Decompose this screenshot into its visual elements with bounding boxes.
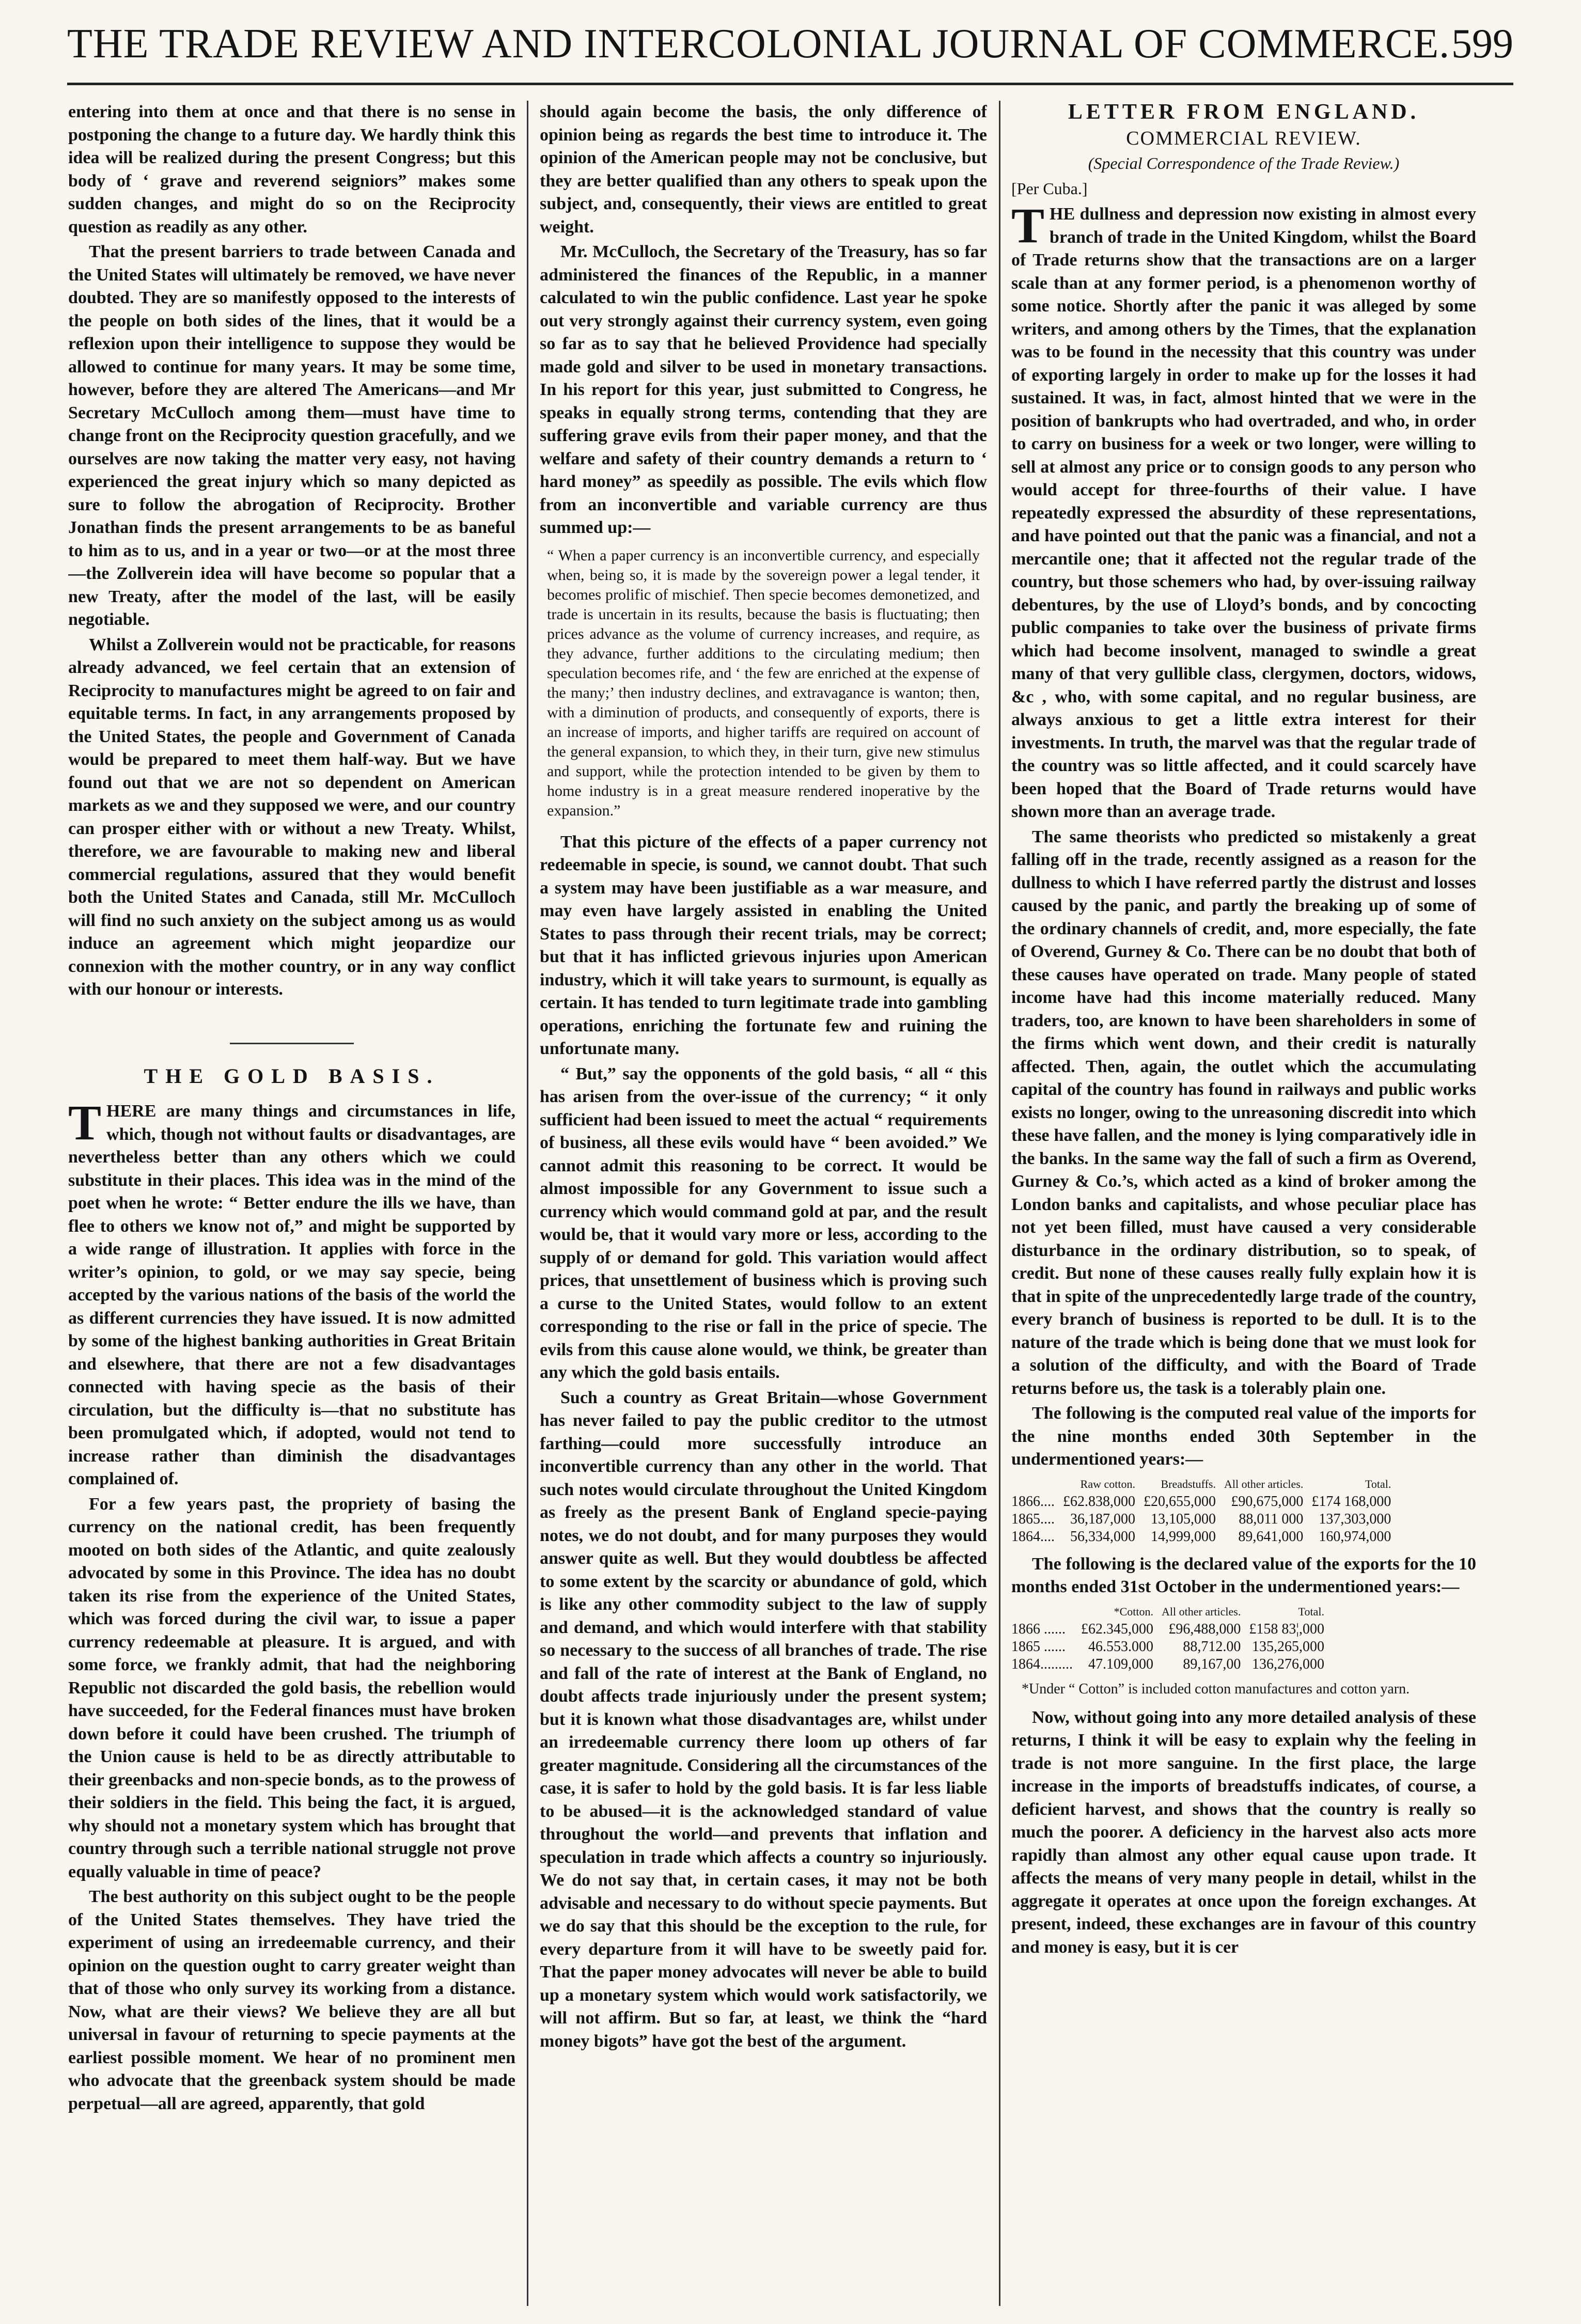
block-quote: “ When a paper currency is an inconvertible currency, and especially when, being so, it is made by the sovereign power a legal tender, it becomes prolific of mischief. Then specie becomes demonetized, and trade is uncertain in its results, because the basis is fluctuating; then prices advance as the volume of currency increases, and require, as they advance, further additions to the circulating medium; then speculation becomes rife, and ‘ the few are enriched at the expense of the many;’ then industry declines, and extravagance is wanton; then, with a diminution of products, and consequently of exports, there is an increase of imports, and higher tariffs are required on account of the general expansion, to which they, in their turn, give new stimulus and support, while the protection intended to be given by them to home industry is in a great measure rendered inoperative by the expansion.” — [547, 546, 980, 819]
imports-table — [1011, 1475, 1395, 1546]
column-divider — [527, 101, 528, 2306]
table-cell: £62.345,000 — [1081, 1621, 1153, 1637]
paragraph: The same theorists who predicted so mistakenly a great falling off in the trade, recently assigned as a reason for the dullness to which I have referred partly the distrust and losses caused by the panic, and partly the breaking up of some of the ordinary channels of credit, and, more especially, the fate of Overend, Gurney & Co. There can be no doubt that both of these causes have operated on trade. Many people of stated income have had this income materially reduced. Many traders, too, are known to have been shareholders in some of the firms which went down, and their credit is naturally affected. Then, again, the outlet which the accumulating capital of the country has found in railways and public works exists no longer, owing to the unreasoning discredit into which these have fallen, and the money is lying comparatively idle in the banks. In the same way the fall of such a firm as Overend, Gurney & Co.’s, which acted as a kind of broker among the London banks and capitalists, and whose peculiar place has not yet been filled, must have caused a very considerable disturbance in the ordinary distribution, so to speak, of credit. But none of these causes really fully explain how it is that in spite of the unprecedentedly large trade of the country, every branch of business is reported to be dull. It is to the nature of the trade which is being done that we must look for a solution of the difficulty, and with the Board of Trade returns before us, the task is a tolerably plain one. — [1011, 827, 1476, 1398]
table-header — [1011, 1603, 1077, 1621]
table-row — [1011, 1621, 1328, 1638]
paragraph: That the present barriers to trade between Canada and the United States will ultimately be removed, we have never doubted. They are so manifestly opposed to the interests of the people on both sides of the lines, that it would be a reflexion upon their intelligence to suppose they would be allowed to continue for many years. It may be some time, however, before they are altered The Americans—and Mr Secretary McCulloch among them—must have time to change front on the Reciprocity question gracefully, and we ourselves are now taking the matter very easy, not having experienced the great injury which so many depicted as sure to follow the abrogation of Reciprocity. Brother Jonathan finds the present arrangements to be as baneful to him as to us, and in a year or two—or at the most three—the Zollverein idea will have become so popular that a new Treaty, after the model of the last, will be easily negotiable. — [68, 242, 515, 629]
table-cell: 47.109,000 — [1088, 1656, 1153, 1672]
table-header: Total. — [1298, 1605, 1324, 1618]
column-1 — [68, 101, 515, 2303]
paragraph: “ But,” say the opponents of the gold basis, “ all “ this has arisen from the over-issue of the currency; “ it only sufficient had been issued to meet the actual “ requirements of business, all these evils would have “ been avoided.” We cannot admit this reasoning to be correct. It would be almost impossible for any Government to issue such a currency which would command gold at par, and the result would be, that it would vary more or less, according to the supply of or demand for gold. This variation would affect prices, that unsettlement of business which is proving such a curse to the United States, would follow to an extent corresponding to the rise or fall in the price of specie. The evils from this cause alone would, we think, be greater than any which the gold basis entails. — [540, 1064, 987, 1382]
table-row — [1011, 1493, 1395, 1511]
paragraph: The following is the computed real value of the imports for the nine months ended 30th September in the undermentioned years:— — [1011, 1404, 1476, 1469]
table-cell: £20,655,000 — [1144, 1493, 1216, 1510]
table-header: Raw cotton. — [1080, 1477, 1135, 1490]
table-cell: 88,011 000 — [1239, 1511, 1304, 1527]
table-header: All other articles. — [1224, 1477, 1304, 1490]
masthead — [67, 0, 1513, 93]
table-cell: 46.553.000 — [1088, 1638, 1153, 1655]
table-cell: 1866 ...... — [1011, 1621, 1066, 1637]
table-header-row — [1011, 1603, 1328, 1621]
article-subtitle: COMMERCIAL REVIEW. — [1126, 127, 1361, 149]
table-cell: 13,105,000 — [1151, 1511, 1216, 1527]
table-cell: 160,974,000 — [1319, 1528, 1391, 1545]
table-cell: 136,276,000 — [1251, 1656, 1324, 1672]
paragraph: Whilst a Zollverein would not be practicable, for reasons already advanced, we feel certain that an extension of Reciprocity to manufactures might be agreed to on fair and equitable terms. In fact, in any arrangements proposed by the United States, the people and Government of Canada would be prepared to meet them half-way. But we have found out that we are not so dependent on American markets as we and they supposed we were, and our country can prosper either with or without a new Treaty. Whilst, therefore, we are favourable to making new and liberal commercial regulations, assured that they would benefit both the United States and Canada, still Mr. McCulloch will find no such anxiety on the subject among us as would induce an agreement which might jeopardize our connexion with the mother country, or in any way conflict with our honour or interests. — [68, 635, 515, 999]
table-cell: £96,488,000 — [1168, 1621, 1241, 1637]
table-header-row — [1011, 1475, 1395, 1493]
paragraph — [68, 1095, 515, 1491]
page-number: 599 — [1451, 21, 1513, 67]
table-row — [1011, 1511, 1395, 1528]
per-note: [Per Cuba.] — [1011, 179, 1088, 198]
table-cell: 56,334,000 — [1070, 1528, 1135, 1545]
column-2 — [540, 101, 987, 2303]
table-cell: 1865 ...... — [1011, 1638, 1066, 1655]
paragraph: Mr. McCulloch, the Secretary of the Treasury, has so far administered the finances of the Republic, in a manner calculated to win the public confidence. Last year he spoke out very strongly against their currency system, even going so far as to say that he believed Providence had specially made gold and silver to be used in monetary transactions. In his report for this year, just submitted to Congress, he speaks in equally strong terms, contending that they are suffering grave evils from their paper money, and that the welfare and safety of their country demands a return to ‘ hard money” as speedily as possible. The evils which flow from an inconvertible and variable currency are thus summed up:— — [540, 242, 987, 537]
column-3 — [1011, 101, 1476, 2303]
table-header: Total. — [1365, 1477, 1391, 1490]
table-cell: 36,187,000 — [1070, 1511, 1135, 1527]
paragraph: entering into them at once and that there is no sense in postponing the change to a future day. We hardly think this idea will be realized during the present Congress; but this body of ‘ grave and reverend seigniors” makes some sudden changes, and might do so on the Reciprocity question as readily as any other. — [68, 102, 515, 237]
table-row — [1011, 1656, 1328, 1673]
table-cell: £62.838,000 — [1063, 1493, 1135, 1510]
table-header — [1011, 1475, 1059, 1493]
table-row — [1011, 1638, 1328, 1656]
column-divider — [999, 101, 1000, 2306]
paragraph-text: HE dullness and depression now existing in almost every branch of trade in the United Kingdom, whilst the Board of Trade returns show that the transactions are on a larger scale than at any former period, is a phenomenon worthy of some notice. Shortly after the panic it was alleged by some writers, and among others by the Times, that the explanation was to be found in the necessity that this country was under of exporting largely in order to make up for the losses it had sustained. It was, in fact, almost hinted that we were in the position of bankrupts who had overtraded, and who, in order to carry on business for a week or two longer, were willing to sell at almost any price or to consign goods to any person who would accept for three-fourths of their value. I have repeatedly expressed the absurdity of these representations, and have pointed out that the panic was a financial, and not a mercantile one; that it affected not the regular trade of the country, but those schemers who had, by over-issuing railway debentures, by the use of Lloyd’s bonds, and by concocting public companies to take over the business of private firms which had become insolvent, managed to swindle a great many of that very gullible class, clergymen, doctors, widows, &c , who, with some capital, and no regular business, are always anxious to get a little extra interest for their investments. In truth, the marvel was that the regular trade of the country was so little affected, and it could scarcely have been hoped that the Board of Trade returns would have shown more than an average trade. — [1011, 205, 1476, 821]
table-cell: 1865.... — [1011, 1511, 1055, 1527]
paragraph: Now, without going into any more detailed analysis of these returns, I think it will be easy to explain why the feeling in trade is not more sanguine. In the first place, the large increase in the imports of breadstuffs indicates, of course, a deficient harvest, and shows that the country is really so much the poorer. A deficiency in the harvest also acts more rapidly than almost any other equal cause upon trade. It affects the means of very many people in detail, whilst in the aggregate it operates at once upon the foreign exchanges. At present, indeed, these exchanges are in favour of this country and money is easy, but it is cer — [1011, 1707, 1476, 1957]
paragraph: The following is the declared value of the exports for the 10 months ended 31st October in the undermentioned years:— — [1011, 1554, 1476, 1596]
paragraph: That this picture of the effects of a paper currency not redeemable in specie, is sound, we cannot doubt. That such a system may have been justifiable as a war measure, and may even have largely assisted in enabling the United States to pass through their recent trials, may be correct; but that it has inflicted grievous injuries upon American industry, which it will take years to surmount, is equally as certain. It has tended to turn legitimate trade into gambling operations, enriching the fortunate few and ruining the unfortunate many. — [540, 832, 987, 1058]
table-cell: 1866.... — [1011, 1493, 1055, 1510]
drop-cap: T — [68, 1095, 102, 1150]
drop-cap: T — [1011, 198, 1045, 253]
table-cell: £174 168,000 — [1311, 1493, 1391, 1510]
paragraph: The best authority on this subject ought to be the people of the United States themselves. They have tried the experiment of using an irredeemable currency, and their opinion on the question ought to carry greater weight than that of those who only survey its working from a distance. Now, what are their views? We believe they are all but universal in favour of returning to specie payments at the earliest possible moment. We hear of no prominent men who advocate that the greenback system should be made perpetual—all are agreed, apparently, that gold — [68, 1887, 515, 2113]
table-cell: 1864.... — [1011, 1528, 1055, 1545]
table-cell: 89,641,000 — [1238, 1528, 1304, 1545]
section-divider — [230, 1043, 354, 1044]
exports-table — [1011, 1603, 1328, 1673]
footnote: *Under “ Cotton” is included cotton manufactures and cotton yarn. — [1022, 1681, 1410, 1697]
table-header: *Cotton. — [1114, 1605, 1153, 1618]
paragraph-text: HERE are many things and circumstances in life, which, though not without faults or disadvantages, are nevertheless better than any others which we could substitute in their places. This idea was in the mind of the poet when he wrote: “ Better endure the ills we have, than flee to others we know not of,” and might be supported by a wide range of illustration. It applies with force in the writer’s opinion, to gold, or we may say specie, being accepted by the various nations of the basis of the world the as different currencies they have issued. It is now admitted by some of the highest banking authorities in Great Britain and elsewhere, that there are not a few disadvantages connected with having specie as the basis of their circulation, but the difficulty is—that no substitute has been promulgated which, if adopted, would not tend to increase rather than diminish the disadvantages complained of. — [68, 1102, 515, 1488]
table-cell: 88,712.00 — [1183, 1638, 1241, 1655]
correspondence-note: (Special Correspondence of the Trade Review.) — [1088, 154, 1400, 172]
table-header: Breadstuffs. — [1161, 1477, 1216, 1490]
table-cell: 14,999,000 — [1151, 1528, 1216, 1545]
table-cell: 137,303,000 — [1319, 1511, 1391, 1527]
article-title-letter-from-england: LETTER FROM ENGLAND. — [1068, 101, 1420, 124]
paragraph: For a few years past, the propriety of basing the currency on the national credit, has been frequently mooted on both sides of the Atlantic, and quite zealously advocated by some in this Province. The idea has no doubt taken its rise from the experience of the United States, which was forced during the civil war, to issue a paper currency redeemable at pleasure. It is argued, and with some force, we frankly admit, that had the neighboring Republic not discarded the gold basis, the rebellion would have succeeded, for the Federal finances must have broken down before it could have been crushed. The triumph of the Union cause is held to be as directly attributable to their greenbacks and non-specie bonds, as to the prowess of their soldiers in the field. This being the fact, it is argued, why should not a monetary system which has brought that country through such a terrible national struggle not prove equally valuable in time of peace? — [68, 1494, 515, 1881]
journal-title: THE TRADE REVIEW AND INTERCOLONIAL JOURNAL OF COMMERCE. — [67, 21, 1450, 67]
header-rule — [67, 83, 1513, 85]
paragraph: should again become the basis, the only difference of opinion being as regards the best time to introduce it. The opinion of the American people may not be conclusive, but they are better qualified than any others to speak upon the subject, and, consequently, their views are entitled to great weight. — [540, 102, 987, 237]
table-cell: 135,265,000 — [1251, 1638, 1324, 1655]
paragraph: Such a country as Great Britain—whose Government has never failed to pay the public creditor to the utmost farthing—could more successfully introduce an inconvertible currency than any other in the world. That such notes would circulate throughout the United Kingdom as freely as the present Bank of England specie-paying notes, we do not doubt, and for many purposes they would answer quite as well. But they would doubtless be affected to some extent by the scarcity or abundance of gold, which is like any other commodity subject to the law of supply and demand, and which would interfere with that stability so necessary to the success of all branches of trade. The rise and fall of the rate of interest at the Bank of England, no doubt affects trade injuriously under the present system; but it is known what those disadvantages are, whilst under an irredeemable currency there loom up others of far greater magnitude. Considering all the circumstances of the case, it is safer to hold by the gold basis. It is far less liable to be abused—it is the acknowledged standard of value throughout the world—and prevents that inflation and speculation in trade which affects a country so injuriously. We do not say that, in certain cases, it may not be both advisable and necessary to do without specie payments. But we do say that this should be the exception to the rule, for every departure from it will have to be sweetly paid for. That the paper money advocates will never be able to build up a monetary system which would work satisfactorily, we will not affirm. But so far, at least, we think the “hard money bigots” have got the best of the argument. — [540, 1388, 987, 2051]
table-cell: £158 83¦,000 — [1249, 1621, 1324, 1637]
table-cell: £90,675,000 — [1231, 1493, 1304, 1510]
article-title-gold-basis: THE GOLD BASIS. — [144, 1064, 440, 1088]
table-cell: 1864......... — [1011, 1656, 1073, 1672]
table-header: All other articles. — [1162, 1605, 1241, 1618]
table-cell: 89,167,00 — [1183, 1656, 1241, 1672]
table-row — [1011, 1528, 1395, 1546]
paragraph — [1011, 198, 1476, 824]
